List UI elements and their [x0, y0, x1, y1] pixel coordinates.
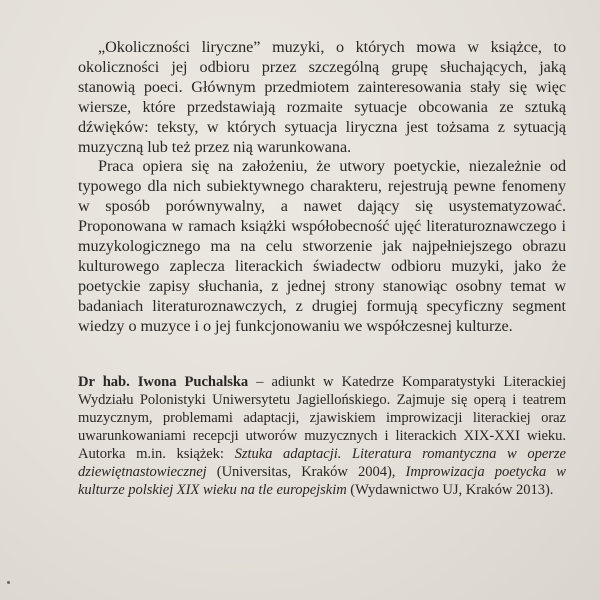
author-bio-paragraph — [78, 373, 566, 500]
author-bio — [78, 373, 566, 500]
paper-speck — [7, 581, 10, 584]
description-paragraph-2: Praca opiera się na założeniu, że utwory poetyckie, niezależnie od typowego dla nich subiektywnego charakteru, rejestrują pewne fenomeny w sposób porównywalny, a nawet dający się usystematyzować. Proponowana w ramach książki współobecność ujęć literaturoznawczego i muzykologicznego ma na celu stworzenie jak najpełniejszego obrazu kulturowego zaplecza literackich świadectw odbioru muzyki, jako że poetyckie zapisy słuchania, z jednej strony stanowiąc osobny temat w badaniach literaturoznawczych, z drugiej formują specyficzny segment wiedzy o muzyce i o jej funkcjonowaniu we współczesnej kulturze. — [78, 157, 566, 335]
description-paragraph-1: „Okoliczności liryczne” muzyki, o których mowa w książce, to okoliczności jej odbioru przez szczególną grupę słuchających, jaką stanowią poeci. Głównym przedmiotem zainteresowania stały się więc wiersze, które przedstawiają rozmaite sytuacje obcowania ze sztuką dźwięków: teksty, w których sytuacja liryczna jest tożsama z sytuacją muzyczną lub też przez nią warunkowana. — [78, 38, 566, 156]
back-cover-text — [78, 38, 566, 499]
book-description — [78, 38, 566, 337]
author-bio-text: – adiunkt w Katedrze Komparatystyki Literackiej Wydziału Polonistyki Uniwersytetu Jagiellońskiego. Zajmuje się operą i teatrem muzycznym, problemami adaptacji, zjawiskiem improwizacji literackiej oraz uwarunkowaniami recepcji utworów muzycznych i literackich XIX-XXI wieku. Autorka m.in. książek: — [78, 373, 566, 462]
book-title-2: Improwizacja poetycka w kulturze polskiej XIX wieku na tle europejskim — [78, 464, 566, 499]
author-name: Dr hab. Iwona Puchalska — [78, 373, 249, 390]
book-publisher-1: (Universitas, Kraków 2004), — [206, 464, 406, 481]
book-title-1: Sztuka adaptacji. Literatura romantyczna w operze dziewiętnastowiecznej — [78, 445, 566, 481]
book-publisher-2: (Wydawnictwo UJ, Kraków 2013). — [346, 482, 554, 499]
